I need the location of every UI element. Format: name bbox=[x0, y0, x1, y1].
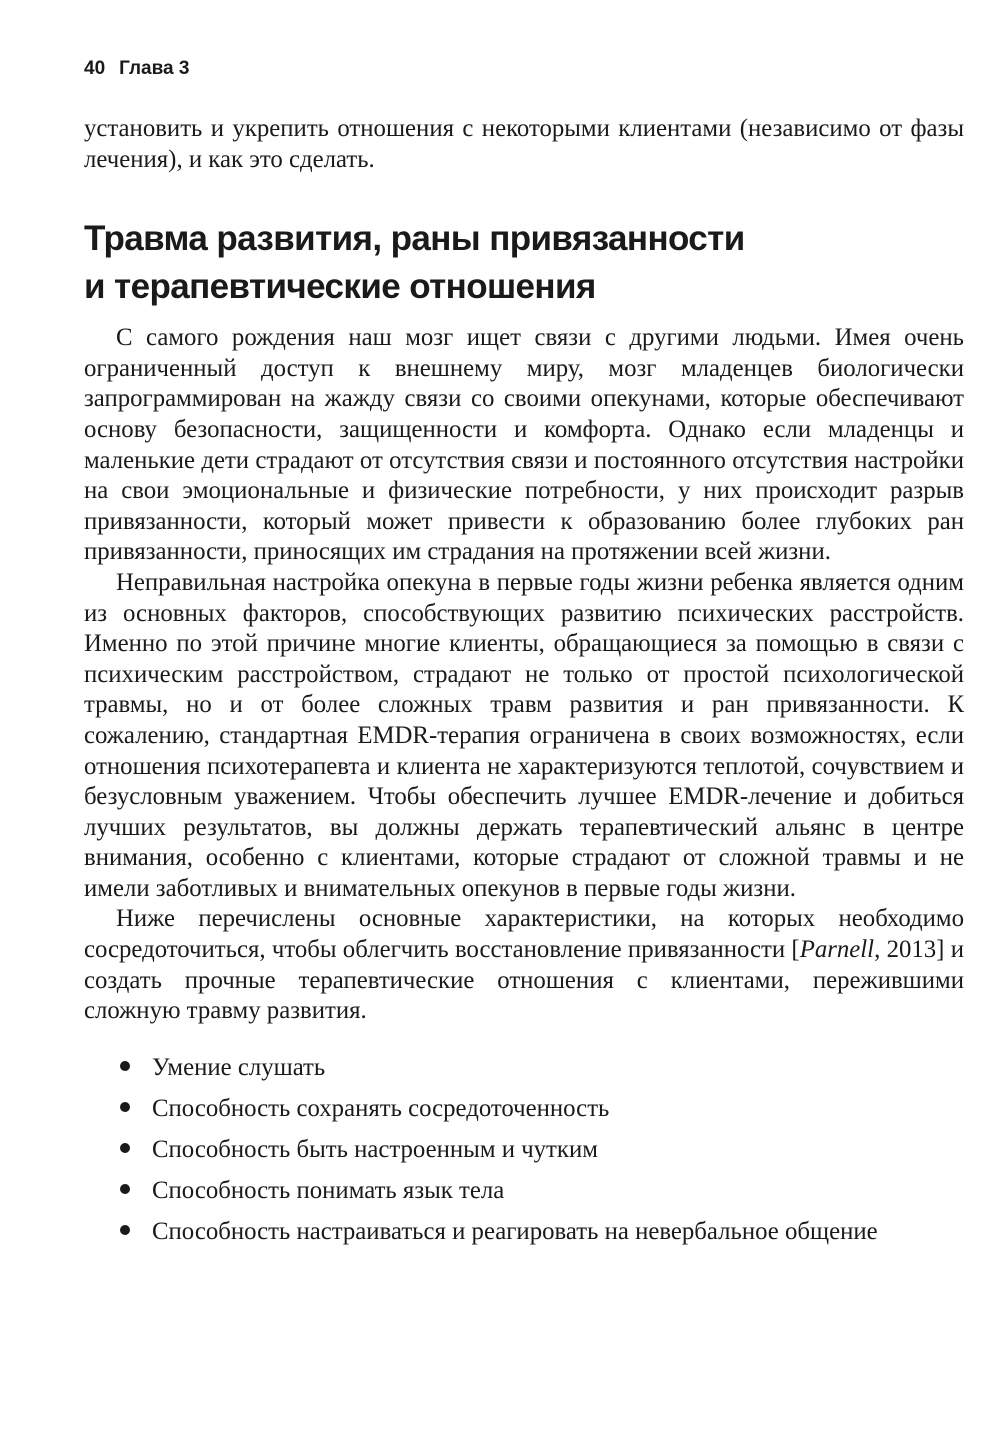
list-item-text: Способность настраиваться и реагировать на невербальное общение bbox=[152, 1217, 878, 1245]
book-page bbox=[84, 58, 964, 1258]
bullet-icon bbox=[120, 1143, 130, 1153]
intro-paragraph: установить и укрепить отношения с некоторыми клиентами (независимо от фазы лечения), и как это сделать. bbox=[84, 115, 964, 173]
page-number: 40 bbox=[84, 58, 106, 79]
bullet-icon bbox=[120, 1184, 130, 1194]
section-heading-line-2: и терапевтические отношения bbox=[84, 267, 596, 307]
bullet-icon bbox=[120, 1061, 130, 1071]
list-item-text: Способность быть настроенным и чутким bbox=[152, 1135, 598, 1163]
list-item bbox=[84, 1135, 964, 1165]
characteristics-list bbox=[84, 1053, 964, 1247]
list-item bbox=[84, 1094, 964, 1124]
paragraph-attachment-origins: С самого рождения наш мозг ищет связи с другими людьми. Имея очень ограниченный доступ к внешнему миру, мозг младенцев биологически запрограммирован на жажду связи со своими опекунами, которые обеспечивают основу безопасности, защищенности и комфорта. Однако если младенцы и маленькие дети страдают от отсутствия связи и постоянного отсутствия настройки на свои эмоциональные и физические потребности, у них происходит разрыв привязанности, который может привести к образованию более глубоких ран привязанности, приносящих им страдания на протяжении всей жизни. bbox=[84, 324, 964, 566]
citation-text-after: , 2013] и создать прочные терапевтические отношения с клиентами, пережившими сложную травму развития. bbox=[84, 936, 964, 1025]
list-item bbox=[84, 1217, 964, 1247]
section-heading-line-1: Травма развития, раны привязанности bbox=[84, 219, 745, 259]
running-head bbox=[84, 58, 964, 84]
list-item bbox=[84, 1176, 964, 1206]
list-item-text: Способность сохранять сосредоточенность bbox=[152, 1094, 610, 1122]
chapter-label: Глава 3 bbox=[119, 58, 190, 79]
bullet-icon bbox=[120, 1225, 130, 1235]
paragraph-characteristics-intro bbox=[84, 904, 964, 1026]
list-item-text: Умение слушать bbox=[152, 1053, 326, 1081]
section-heading bbox=[84, 215, 964, 311]
paragraph-caregiver-misattunement: Неправильная настройка опекуна в первые годы жизни ребенка является одним из основных факторов, способствующих развитию психических расстройств. Именно по этой причине многие клиенты, обращающиеся за помощью в связи с психическим расстройством, страдают не только от простой психологической травмы, но и от более сложных травм развития и ран привязанности. К сожалению, стандартная EMDR-терапия ограничена в своих возможностях, если отношения психотерапевта и клиента не характеризуются теплотой, сочувствием и безусловным уважением. Чтобы обеспечить лучшее EMDR-лечение и добиться лучших результатов, вы должны держать терапевтический альянс в центре внимания, особенно с клиентами, которые страдают от сложной травмы и не имели заботливых и внимательных опекунов в первые годы жизни. bbox=[84, 568, 964, 902]
citation-author: Parnell bbox=[799, 936, 875, 964]
bullet-icon bbox=[120, 1102, 130, 1112]
list-item-text: Способность понимать язык тела bbox=[152, 1176, 505, 1204]
list-item bbox=[84, 1053, 964, 1083]
citation-text-before: Ниже перечислены основные характеристики, на которых необходимо сосредоточиться, чтобы облегчить восстановление привязанности [ bbox=[84, 905, 964, 964]
